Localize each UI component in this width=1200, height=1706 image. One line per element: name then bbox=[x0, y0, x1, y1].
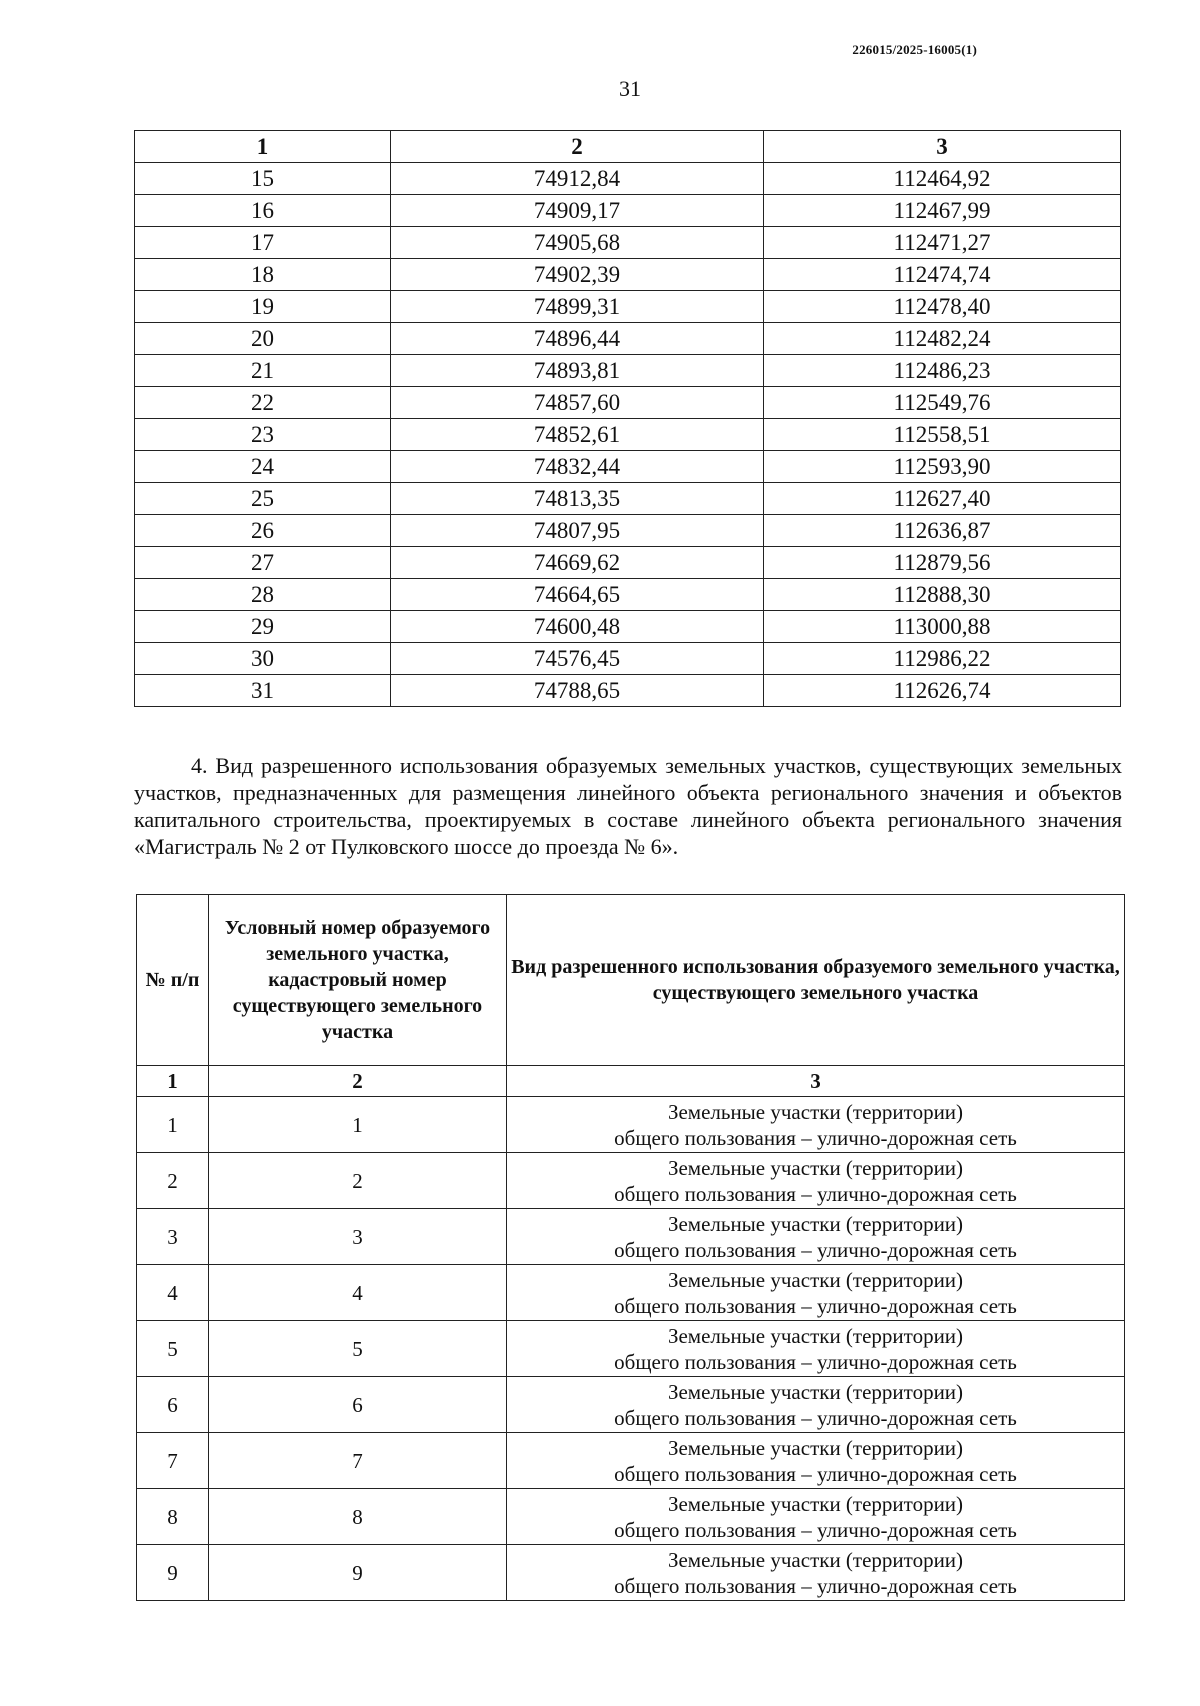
y-coordinate-cell: 112474,74 bbox=[764, 259, 1121, 291]
y-coordinate-cell: 112627,40 bbox=[764, 483, 1121, 515]
permitted-use-line: Земельные участки (территории) bbox=[667, 1323, 964, 1348]
point-number-cell: 27 bbox=[135, 547, 391, 579]
y-coordinate-cell: 112549,76 bbox=[764, 387, 1121, 419]
table-row bbox=[135, 387, 1121, 419]
row-number-cell: 3 bbox=[137, 1209, 209, 1265]
table-row bbox=[135, 579, 1121, 611]
table-row bbox=[137, 1545, 1125, 1601]
point-number-cell: 26 bbox=[135, 515, 391, 547]
x-coordinate-cell: 74896,44 bbox=[391, 323, 764, 355]
permitted-use-line: Земельные участки (территории) bbox=[667, 1435, 964, 1460]
table-row bbox=[135, 323, 1121, 355]
permitted-use-line: общего пользования – улично-дорожная сеть bbox=[614, 1181, 1017, 1206]
point-number-cell: 16 bbox=[135, 195, 391, 227]
y-coordinate-cell: 112486,23 bbox=[764, 355, 1121, 387]
x-coordinate-cell: 74902,39 bbox=[391, 259, 764, 291]
table-row bbox=[135, 163, 1121, 195]
y-coordinate-cell: 112593,90 bbox=[764, 451, 1121, 483]
x-coordinate-cell: 74832,44 bbox=[391, 451, 764, 483]
column-number-cell: 2 bbox=[209, 1066, 507, 1097]
table-row bbox=[135, 643, 1121, 675]
y-coordinate-cell: 112464,92 bbox=[764, 163, 1121, 195]
x-coordinate-cell: 74788,65 bbox=[391, 675, 764, 707]
permitted-use-cell bbox=[507, 1321, 1125, 1377]
table-row bbox=[137, 1265, 1125, 1321]
point-number-cell: 23 bbox=[135, 419, 391, 451]
permitted-use-line: Земельные участки (территории) bbox=[667, 1379, 964, 1404]
x-coordinate-cell: 74893,81 bbox=[391, 355, 764, 387]
permitted-use-line: Земельные участки (территории) bbox=[667, 1491, 964, 1516]
plot-id-cell: 3 bbox=[209, 1209, 507, 1265]
permitted-use-line: Земельные участки (территории) bbox=[667, 1267, 964, 1292]
x-coordinate-cell: 74905,68 bbox=[391, 227, 764, 259]
y-coordinate-cell: 112636,87 bbox=[764, 515, 1121, 547]
row-number-cell: 1 bbox=[137, 1097, 209, 1153]
y-coordinate-cell: 113000,88 bbox=[764, 611, 1121, 643]
permitted-use-line: общего пользования – улично-дорожная сеть bbox=[614, 1293, 1017, 1318]
point-number-cell: 21 bbox=[135, 355, 391, 387]
permitted-use-cell bbox=[507, 1433, 1125, 1489]
column-number-cell: 1 bbox=[137, 1066, 209, 1097]
permitted-use-header-row bbox=[137, 895, 1125, 1066]
plot-id-cell: 7 bbox=[209, 1433, 507, 1489]
y-coordinate-cell: 112986,22 bbox=[764, 643, 1121, 675]
x-coordinate-cell: 74899,31 bbox=[391, 291, 764, 323]
y-coordinate-cell: 112478,40 bbox=[764, 291, 1121, 323]
table-row bbox=[135, 195, 1121, 227]
header-permitted-use: Вид разрешенного использования образуемого земельного участка, существующего земельного участка bbox=[507, 895, 1125, 1066]
plot-id-cell: 6 bbox=[209, 1377, 507, 1433]
x-coordinate-cell: 74813,35 bbox=[391, 483, 764, 515]
x-coordinate-cell: 74576,45 bbox=[391, 643, 764, 675]
plot-id-cell: 1 bbox=[209, 1097, 507, 1153]
permitted-use-line: Земельные участки (территории) bbox=[667, 1099, 964, 1124]
coordinates-header-row bbox=[135, 131, 1121, 163]
point-number-cell: 15 bbox=[135, 163, 391, 195]
x-coordinate-cell: 74909,17 bbox=[391, 195, 764, 227]
table-row bbox=[137, 1097, 1125, 1153]
coordinates-header-cell: 2 bbox=[391, 131, 764, 163]
permitted-use-cell bbox=[507, 1097, 1125, 1153]
document-id: 226015/2025-16005(1) bbox=[852, 42, 977, 57]
x-coordinate-cell: 74912,84 bbox=[391, 163, 764, 195]
table-row bbox=[135, 227, 1121, 259]
table-row bbox=[135, 259, 1121, 291]
coordinates-header-cell: 1 bbox=[135, 131, 391, 163]
table-row bbox=[137, 1489, 1125, 1545]
table-row bbox=[135, 451, 1121, 483]
row-number-cell: 8 bbox=[137, 1489, 209, 1545]
point-number-cell: 29 bbox=[135, 611, 391, 643]
row-number-cell: 4 bbox=[137, 1265, 209, 1321]
table-row bbox=[135, 355, 1121, 387]
y-coordinate-cell: 112471,27 bbox=[764, 227, 1121, 259]
x-coordinate-cell: 74857,60 bbox=[391, 387, 764, 419]
table-row bbox=[135, 419, 1121, 451]
table-row bbox=[137, 1377, 1125, 1433]
permitted-use-cell bbox=[507, 1489, 1125, 1545]
permitted-use-line: общего пользования – улично-дорожная сеть bbox=[614, 1405, 1017, 1430]
coordinates-table bbox=[134, 130, 1121, 707]
header-plot-id: Условный номер образуемого земельного участка, кадастровый номер существующего земельного участка bbox=[209, 895, 507, 1066]
point-number-cell: 18 bbox=[135, 259, 391, 291]
y-coordinate-cell: 112879,56 bbox=[764, 547, 1121, 579]
permitted-use-line: Земельные участки (территории) bbox=[667, 1211, 964, 1236]
plot-id-cell: 9 bbox=[209, 1545, 507, 1601]
permitted-use-line: общего пользования – улично-дорожная сеть bbox=[614, 1573, 1017, 1598]
page-number: 31 bbox=[619, 76, 641, 101]
point-number-cell: 28 bbox=[135, 579, 391, 611]
x-coordinate-cell: 74669,62 bbox=[391, 547, 764, 579]
point-number-cell: 19 bbox=[135, 291, 391, 323]
header-number: № п/п bbox=[137, 895, 209, 1066]
table-row bbox=[135, 675, 1121, 707]
row-number-cell: 6 bbox=[137, 1377, 209, 1433]
point-number-cell: 20 bbox=[135, 323, 391, 355]
permitted-use-cell bbox=[507, 1265, 1125, 1321]
plot-id-cell: 2 bbox=[209, 1153, 507, 1209]
permitted-use-cell bbox=[507, 1153, 1125, 1209]
x-coordinate-cell: 74664,65 bbox=[391, 579, 764, 611]
x-coordinate-cell: 74852,61 bbox=[391, 419, 764, 451]
column-number-cell: 3 bbox=[507, 1066, 1125, 1097]
paragraph-text: 4. Вид разрешенного использования образуемых земельных участков, существующих земельных участков, предназначенных для размещения линейного объекта регионального значения и объектов капитального строительства, проектируемых в составе линейного объекта регионального значения «Магистраль № 2 от Пулковского шоссе до проезда № 6». bbox=[134, 753, 1122, 859]
permitted-use-cell bbox=[507, 1209, 1125, 1265]
y-coordinate-cell: 112626,74 bbox=[764, 675, 1121, 707]
table-row bbox=[135, 515, 1121, 547]
point-number-cell: 24 bbox=[135, 451, 391, 483]
table-row bbox=[135, 547, 1121, 579]
permitted-use-line: общего пользования – улично-дорожная сеть bbox=[614, 1125, 1017, 1150]
row-number-cell: 7 bbox=[137, 1433, 209, 1489]
permitted-use-cell bbox=[507, 1377, 1125, 1433]
table-row bbox=[137, 1433, 1125, 1489]
permitted-use-table bbox=[136, 894, 1125, 1601]
point-number-cell: 25 bbox=[135, 483, 391, 515]
permitted-use-line: Земельные участки (территории) bbox=[667, 1547, 964, 1572]
table-row bbox=[137, 1153, 1125, 1209]
x-coordinate-cell: 74807,95 bbox=[391, 515, 764, 547]
table-row bbox=[137, 1321, 1125, 1377]
point-number-cell: 22 bbox=[135, 387, 391, 419]
permitted-use-line: общего пользования – улично-дорожная сеть bbox=[614, 1461, 1017, 1486]
table-row bbox=[135, 483, 1121, 515]
permitted-use-line: общего пользования – улично-дорожная сеть bbox=[614, 1349, 1017, 1374]
plot-id-cell: 8 bbox=[209, 1489, 507, 1545]
y-coordinate-cell: 112558,51 bbox=[764, 419, 1121, 451]
plot-id-cell: 4 bbox=[209, 1265, 507, 1321]
y-coordinate-cell: 112467,99 bbox=[764, 195, 1121, 227]
row-number-cell: 9 bbox=[137, 1545, 209, 1601]
y-coordinate-cell: 112482,24 bbox=[764, 323, 1121, 355]
coordinates-header-cell: 3 bbox=[764, 131, 1121, 163]
point-number-cell: 30 bbox=[135, 643, 391, 675]
permitted-use-cell bbox=[507, 1545, 1125, 1601]
permitted-use-line: общего пользования – улично-дорожная сеть bbox=[614, 1237, 1017, 1262]
column-number-row bbox=[137, 1066, 1125, 1097]
row-number-cell: 2 bbox=[137, 1153, 209, 1209]
permitted-use-line: общего пользования – улично-дорожная сеть bbox=[614, 1517, 1017, 1542]
point-number-cell: 31 bbox=[135, 675, 391, 707]
y-coordinate-cell: 112888,30 bbox=[764, 579, 1121, 611]
table-row bbox=[135, 291, 1121, 323]
permitted-use-line: Земельные участки (территории) bbox=[667, 1155, 964, 1180]
plot-id-cell: 5 bbox=[209, 1321, 507, 1377]
row-number-cell: 5 bbox=[137, 1321, 209, 1377]
section-paragraph bbox=[134, 752, 1122, 860]
table-row bbox=[135, 611, 1121, 643]
table-row bbox=[137, 1209, 1125, 1265]
x-coordinate-cell: 74600,48 bbox=[391, 611, 764, 643]
point-number-cell: 17 bbox=[135, 227, 391, 259]
